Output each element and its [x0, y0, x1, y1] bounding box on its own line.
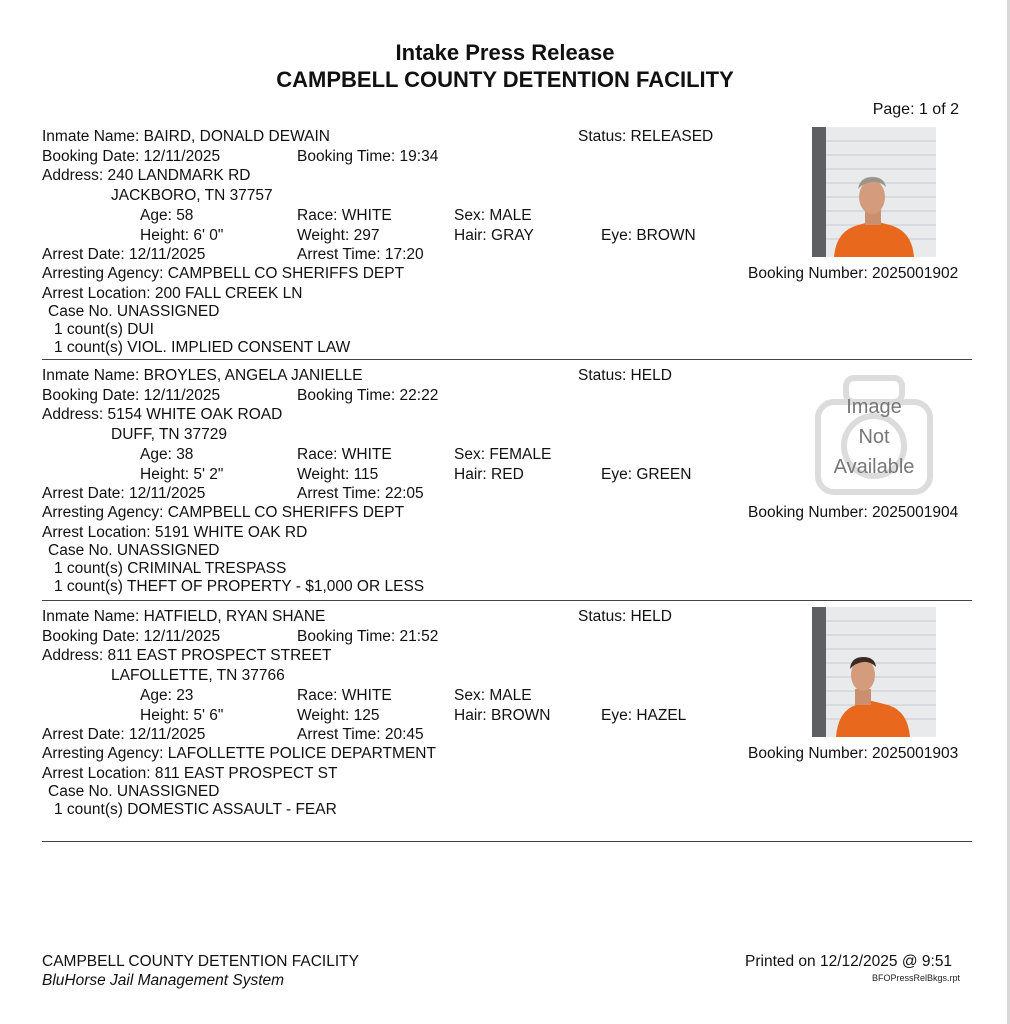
arrest-location: Arrest Location: 5191 WHITE OAK RD	[42, 524, 308, 541]
inmate-name: Inmate Name: BAIRD, DONALD DEWAIN	[42, 128, 330, 145]
age: Age: 58	[140, 207, 194, 224]
arrest-date: Arrest Date: 12/11/2025	[42, 246, 206, 263]
eye: Eye: BROWN	[601, 227, 696, 244]
booking-number: Booking Number: 2025001902	[748, 265, 959, 282]
age: Age: 23	[140, 687, 194, 704]
footer-system: BluHorse Jail Management System	[42, 972, 285, 989]
race: Race: WHITE	[297, 687, 392, 704]
address-line1: Address: 811 EAST PROSPECT STREET	[42, 647, 332, 664]
status: Status: HELD	[578, 367, 672, 384]
arresting-agency: Arresting Agency: CAMPBELL CO SHERIFFS DEPT	[42, 265, 405, 282]
image-not-available-placeholder	[812, 370, 936, 498]
report-title: Intake Press Release	[395, 40, 615, 65]
inmate-name: Inmate Name: BROYLES, ANGELA JANIELLE	[42, 367, 363, 384]
record-divider	[42, 841, 972, 842]
arrest-date: Arrest Date: 12/11/2025	[42, 485, 206, 502]
booking-time: Booking Time: 21:52	[297, 628, 439, 645]
record-divider	[42, 359, 972, 360]
mugshot-photo	[812, 607, 936, 737]
arrest-location: Arrest Location: 811 EAST PROSPECT ST	[42, 765, 338, 782]
case-number: Case No. UNASSIGNED	[48, 783, 220, 800]
weight: Weight: 297	[297, 227, 380, 244]
hair: Hair: BROWN	[454, 707, 551, 724]
booking-time: Booking Time: 22:22	[297, 387, 439, 404]
arresting-agency: Arresting Agency: CAMPBELL CO SHERIFFS DEPT	[42, 504, 405, 521]
inmate-record	[0, 366, 1010, 606]
sex: Sex: FEMALE	[454, 446, 552, 463]
age: Age: 38	[140, 446, 194, 463]
inmate-record	[0, 127, 1010, 367]
image-not-available-text: Image	[846, 396, 902, 418]
status: Status: RELEASED	[578, 128, 714, 145]
arrest-time: Arrest Time: 22:05	[297, 485, 424, 502]
weight: Weight: 115	[297, 466, 379, 483]
page-number: Page: 1 of 2	[872, 101, 959, 118]
sex: Sex: MALE	[454, 207, 532, 224]
facility-title: CAMPBELL COUNTY DETENTION FACILITY	[276, 67, 734, 92]
charge: 1 count(s) DUI	[54, 321, 154, 338]
weight: Weight: 125	[297, 707, 380, 724]
address-line2: LAFOLLETTE, TN 37766	[111, 667, 285, 684]
booking-number: Booking Number: 2025001904	[748, 504, 959, 521]
charge: 1 count(s) DOMESTIC ASSAULT - FEAR	[54, 801, 337, 818]
arrest-location: Arrest Location: 200 FALL CREEK LN	[42, 285, 303, 302]
arrest-time: Arrest Time: 17:20	[297, 246, 424, 263]
sex: Sex: MALE	[454, 687, 532, 704]
arrest-date: Arrest Date: 12/11/2025	[42, 726, 206, 743]
hair: Hair: GRAY	[454, 227, 534, 244]
charge: 1 count(s) CRIMINAL TRESPASS	[54, 560, 287, 577]
image-not-available-text: Available	[833, 456, 915, 478]
eye: Eye: HAZEL	[601, 707, 687, 724]
hair: Hair: RED	[454, 466, 524, 483]
booking-date: Booking Date: 12/11/2025	[42, 148, 221, 165]
arresting-agency: Arresting Agency: LAFOLLETTE POLICE DEPARTMENT	[42, 745, 436, 762]
address-line1: Address: 5154 WHITE OAK ROAD	[42, 406, 283, 423]
booking-time: Booking Time: 19:34	[297, 148, 439, 165]
address-line1: Address: 240 LANDMARK RD	[42, 167, 251, 184]
charge: 1 count(s) THEFT OF PROPERTY - $1,000 OR LESS	[54, 578, 425, 595]
mugshot-photo	[812, 127, 936, 257]
status: Status: HELD	[578, 608, 672, 625]
eye: Eye: GREEN	[601, 466, 692, 483]
case-number: Case No. UNASSIGNED	[48, 542, 220, 559]
charge: 1 count(s) VIOL. IMPLIED CONSENT LAW	[54, 339, 351, 356]
booking-date: Booking Date: 12/11/2025	[42, 387, 221, 404]
printed-timestamp: Printed on 12/12/2025 @ 9:51	[745, 953, 953, 970]
address-line2: JACKBORO, TN 37757	[111, 187, 273, 204]
height: Height: 6' 0"	[140, 227, 224, 244]
race: Race: WHITE	[297, 207, 392, 224]
arrest-time: Arrest Time: 20:45	[297, 726, 424, 743]
race: Race: WHITE	[297, 446, 392, 463]
record-divider	[42, 600, 972, 601]
address-line2: DUFF, TN 37729	[111, 426, 228, 443]
booking-date: Booking Date: 12/11/2025	[42, 628, 221, 645]
inmate-name: Inmate Name: HATFIELD, RYAN SHANE	[42, 608, 326, 625]
footer-facility: CAMPBELL COUNTY DETENTION FACILITY	[42, 953, 359, 970]
case-number: Case No. UNASSIGNED	[48, 303, 220, 320]
inmate-record	[0, 607, 1010, 847]
booking-number: Booking Number: 2025001903	[748, 745, 959, 762]
image-not-available-text: Not	[858, 426, 890, 448]
report-filename: BFOPressRelBkgs.rpt	[872, 973, 961, 983]
height: Height: 5' 2"	[140, 466, 224, 483]
height: Height: 5' 6"	[140, 707, 224, 724]
